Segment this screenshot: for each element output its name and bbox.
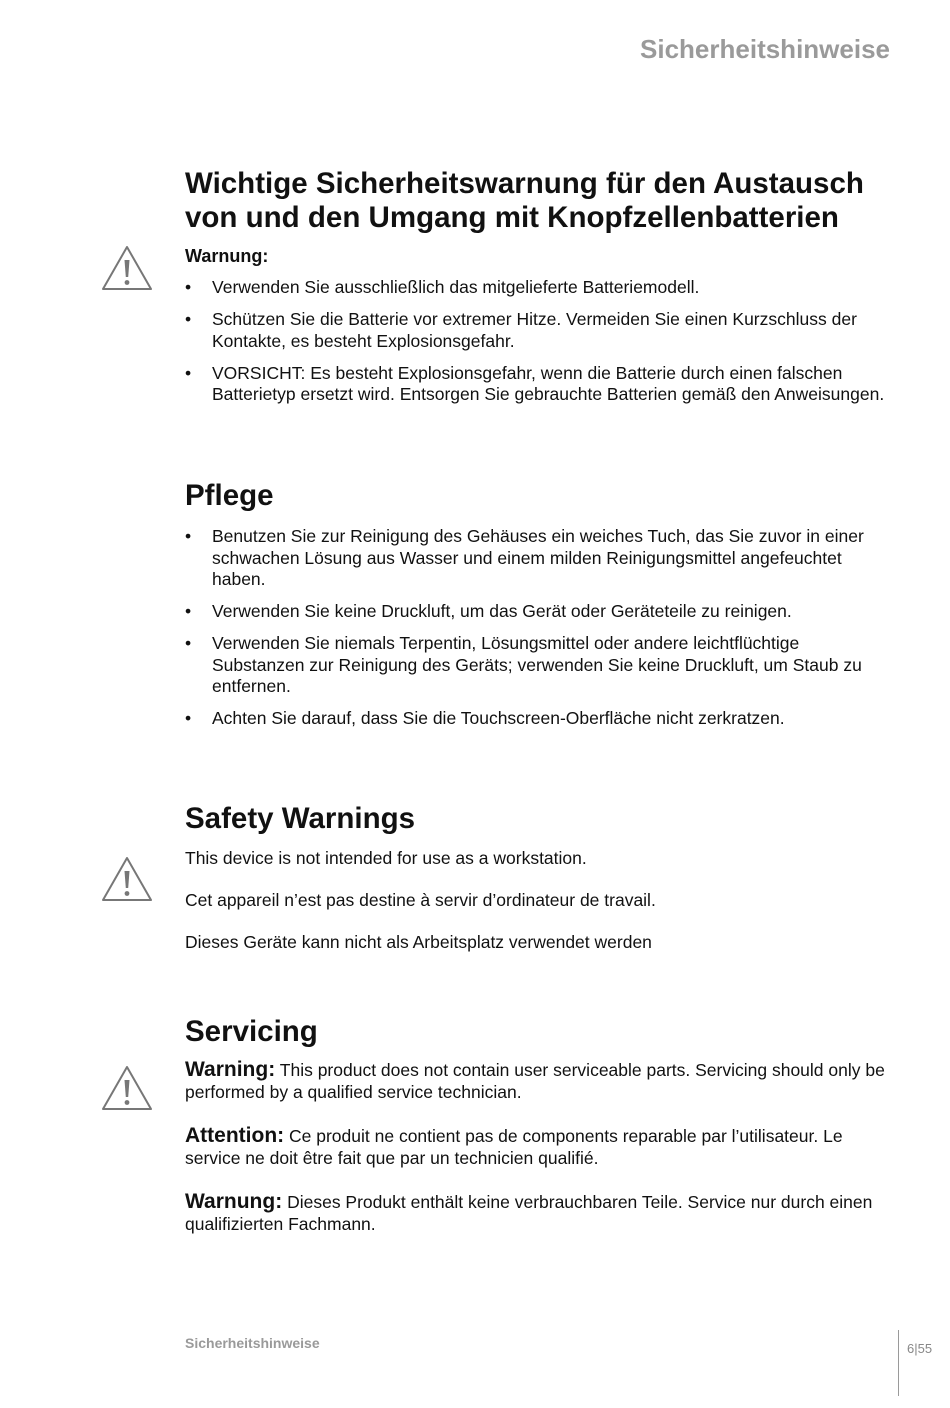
list-item: • Schützen Sie die Batterie vor extremer Hitze. Vermeiden Sie einen Kurzschluss der Kontakte, es besteht Explosionsgefahr. xyxy=(185,309,885,352)
safety-text-de: Dieses Geräte kann nicht als Arbeitsplatz verwendet werden xyxy=(185,932,652,952)
safety-heading: Safety Warnings xyxy=(185,802,416,835)
servicing-body-en: This product does not contain user serviceable parts. Servicing should only be performed by a qualified service technician. xyxy=(185,1060,885,1102)
list-item: • Verwenden Sie ausschließlich das mitgelieferte Batteriemodell. xyxy=(185,277,885,299)
footer-label: Sicherheitshinweise xyxy=(185,1335,320,1351)
footer-divider xyxy=(898,1330,899,1396)
battery-section xyxy=(185,167,885,416)
list-item: • VORSICHT: Es besteht Explosionsgefahr, wenn die Batterie durch einen falschen Batterietyp ersetzt wird. Entsorgen Sie gebrauchte Batterien gemäß den Anweisungen. xyxy=(185,363,885,406)
page-number: 6|55 xyxy=(907,1341,933,1356)
servicing-text-fr xyxy=(185,1125,885,1169)
page-header-title: Sicherheitshinweise xyxy=(640,34,890,64)
list-item: • Benutzen Sie zur Reinigung des Gehäuses ein weiches Tuch, das Sie zuvor in einer schwachen Lösung aus Wasser und einem milden Reinigungsmittel angefeuchtet haben. xyxy=(185,526,885,591)
servicing-body-de: Dieses Produkt enthält keine verbrauchbaren Teile. Service nur durch einen qualifizierten Fachmann. xyxy=(185,1192,873,1234)
servicing-label-fr: Attention: xyxy=(185,1124,285,1147)
servicing-heading: Servicing xyxy=(185,1015,318,1048)
list-item: • Achten Sie darauf, dass Sie die Touchscreen-Oberfläche nicht zerkratzen. xyxy=(185,708,885,730)
list-item: • Verwenden Sie niemals Terpentin, Lösungsmittel oder andere leichtflüchtige Substanzen zur Reinigung des Geräts; verwenden Sie keine Druckluft, um Staub zu entfernen. xyxy=(185,633,885,698)
battery-heading: Wichtige Sicherheitswarnung für den Austausch von und den Umgang mit Knopfzellenbatterien xyxy=(185,167,864,234)
safety-text-fr: Cet appareil n’est pas destine à servir d’ordinateur de travail. xyxy=(185,890,656,910)
safety-section xyxy=(185,802,885,953)
servicing-body-fr: Ce produit ne contient pas de components reparable par l’utilisateur. Le service ne doit être fait que par un technicien qualifié. xyxy=(185,1126,843,1168)
servicing-text-de xyxy=(185,1191,885,1235)
servicing-section xyxy=(185,1015,885,1235)
servicing-text-en xyxy=(185,1059,885,1103)
servicing-label-en: Warning: xyxy=(185,1058,276,1081)
servicing-label-de: Warnung: xyxy=(185,1190,283,1213)
care-list xyxy=(185,526,885,730)
battery-warning-label: Warnung: xyxy=(185,246,269,266)
warning-triangle-icon xyxy=(100,244,154,292)
list-item: • Verwenden Sie keine Druckluft, um das Gerät oder Geräteteile zu reinigen. xyxy=(185,601,885,623)
warning-triangle-icon xyxy=(100,855,154,903)
care-heading: Pflege xyxy=(185,479,274,512)
warning-triangle-icon xyxy=(100,1064,154,1112)
battery-warning-list xyxy=(185,277,885,406)
care-section xyxy=(185,479,885,740)
safety-text-en: This device is not intended for use as a workstation. xyxy=(185,848,587,868)
